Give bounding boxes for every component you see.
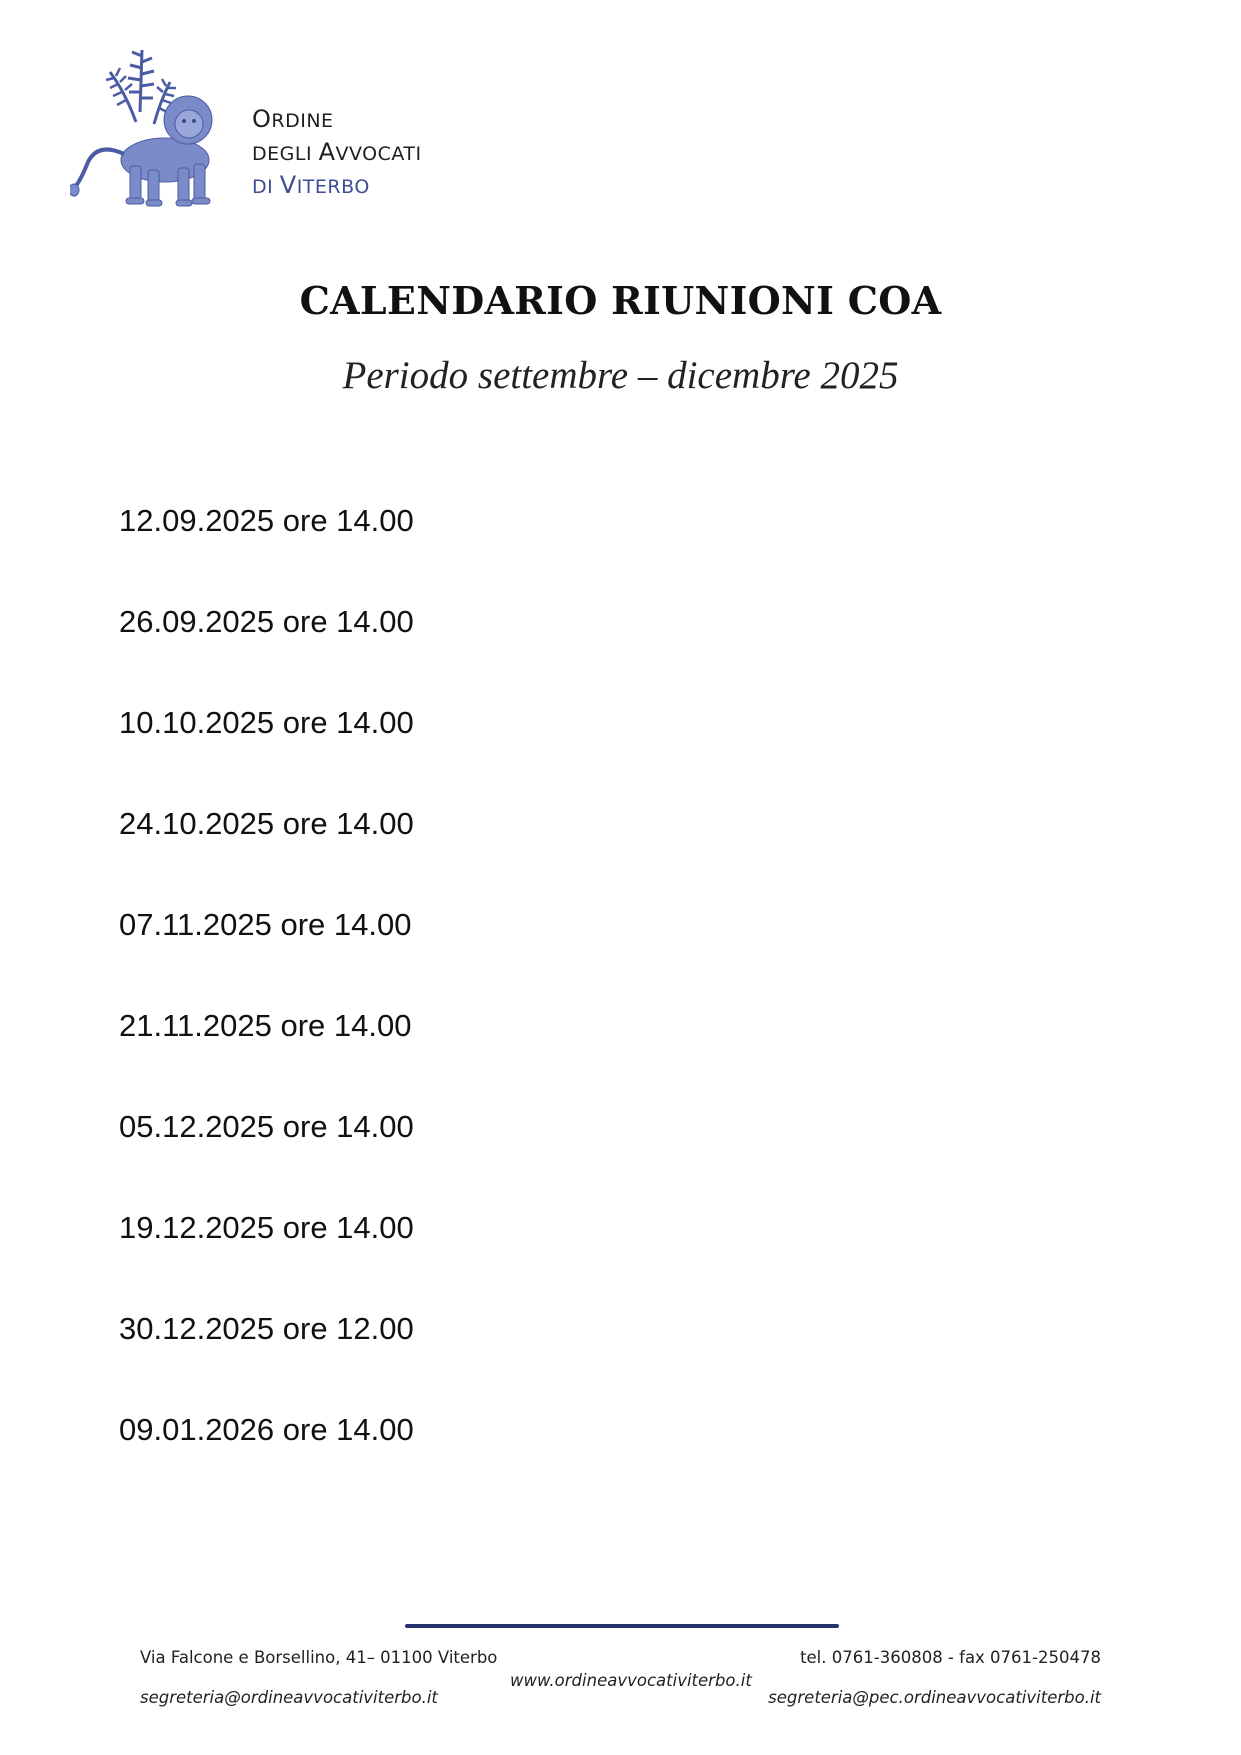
organization-name	[252, 104, 422, 203]
footer-website-link[interactable]: www.ordineavvocativiterbo.it	[510, 1671, 752, 1690]
logo-line-avvocati	[252, 137, 422, 170]
meeting-date-item: 30.12.2025 ore 12.00	[119, 1311, 414, 1346]
meeting-date-item: 21.11.2025 ore 14.00	[119, 1008, 412, 1043]
meeting-date-item: 12.09.2025 ore 14.00	[119, 503, 414, 538]
logo-rest: DI	[252, 176, 280, 198]
meeting-date-item: 07.11.2025 ore 14.00	[119, 907, 412, 942]
logo-line-viterbo	[252, 170, 422, 203]
meeting-date-item: 26.09.2025 ore 14.00	[119, 604, 414, 639]
logo-rest: RDINE	[271, 110, 334, 132]
meeting-date-item: 09.01.2026 ore 14.00	[119, 1412, 414, 1447]
footer-address: Via Falcone e Borsellino, 41– 01100 Viterbo	[140, 1648, 498, 1667]
meeting-date-item: 24.10.2025 ore 14.00	[119, 806, 414, 841]
lion-logo-icon	[70, 42, 230, 212]
logo-rest: ITERBO	[296, 176, 370, 198]
page-subtitle: Periodo settembre – dicembre 2025	[342, 354, 899, 397]
logo-cap: O	[252, 105, 272, 133]
footer-email-link[interactable]: segreteria@ordineavvocativiterbo.it	[140, 1688, 438, 1707]
footer-phone-fax: tel. 0761-360808 - fax 0761-250478	[800, 1648, 1101, 1667]
meeting-date-item: 05.12.2025 ore 14.00	[119, 1109, 414, 1144]
meeting-date-item: 19.12.2025 ore 14.00	[119, 1210, 414, 1245]
logo-cap: A	[318, 138, 336, 166]
logo-cap: V	[279, 171, 297, 199]
footer-pec-link[interactable]: segreteria@pec.ordineavvocativiterbo.it	[768, 1688, 1101, 1707]
footer-divider	[405, 1624, 839, 1628]
meeting-date-item: 10.10.2025 ore 14.00	[119, 705, 414, 740]
logo-rest: VVOCATI	[335, 143, 422, 165]
logo-line-ordine	[252, 104, 422, 137]
meeting-date-list	[119, 498, 414, 1508]
logo-rest: DEGLI	[252, 143, 319, 165]
page-title: CALENDARIO RIUNIONI COA	[299, 278, 942, 323]
